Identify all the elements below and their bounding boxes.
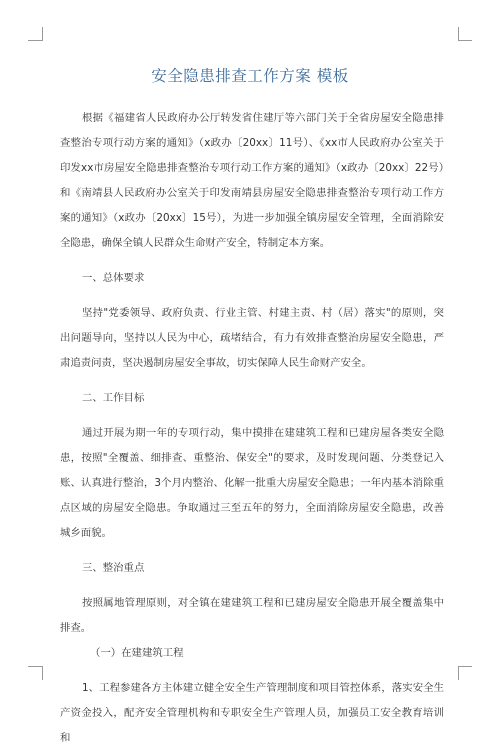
subsection1-heading: （一）在建建筑工程 — [90, 647, 184, 659]
section1-paragraph: 坚持"党委领导、政府负责、行业主管、村建主责、村（居）落实"的原则，突出问题导向，坚持以人民为中心，疏堵结合，有力有效排查整治房屋安全隐患，严肃追责问责，坚决遏制房屋安全事故，切实保障人民生命财产安全。 — [60, 307, 444, 369]
crop-mark-top-right-h — [458, 40, 472, 41]
section2-paragraph: 通过开展为期一年的专项行动，集中摸排在建建筑工程和已建房屋各类安全隐患，按照"全覆盖、细排查、重整治、保安全"的要求，及时发现问题、分类登记入账、认真进行整治，3个月内整治、化解一批重大房屋安全隐患；一年内基本消除重点区域的房屋安全隐患。争取通过三至五年的努力，全面消除房屋安全隐患，改善城乡面貌。 — [60, 427, 444, 539]
section3-paragraph: 按照属地管理原则，对全镇在建建筑工程和已建房屋安全隐患开展全覆盖集中排查。 — [60, 597, 444, 634]
section3-heading: 三、整治重点 — [82, 562, 145, 574]
section2-heading: 二、工作目标 — [82, 392, 145, 404]
subsection1-paragraph: 1、工程参建各方主体建立健全安全生产管理制度和项目管控体系，落实安全生产资金投入，配齐安全管理机构和专职安全生产管理人员，加强员工安全教育培训和 — [60, 682, 444, 744]
crop-mark-bottom-left-v — [42, 666, 43, 680]
crop-mark-top-left-h — [28, 40, 42, 41]
crop-mark-top-left-v — [42, 27, 43, 41]
document-title: 安全隐患排查工作方案 模板 — [151, 67, 349, 85]
section1-heading: 一、总体要求 — [82, 272, 145, 284]
document-body — [60, 106, 444, 751]
crop-mark-bottom-right-v — [458, 666, 459, 680]
intro-paragraph: 根据《福建省人民政府办公厅转发省住建厅等六部门关于全省房屋安全隐患排查整治专项行动方案的通知》（x政办〔20xx〕11号）、《xx市人民政府办公室关于印发xx市房屋安全隐患排查整治专项行动工作方案的通知》（x政办〔20xx〕22号）和《南靖县人民政府办公室关于印发南靖县房屋安全隐患排查整治专项行动工作方案的通知》（x政办〔20xx〕15号），为进一步加强全镇房屋安全管理，全面消除安全隐患，确保全镇人民群众生命财产安全，特制定本方案。 — [60, 112, 444, 249]
crop-mark-top-right-v — [458, 27, 459, 41]
crop-mark-bottom-right-h — [458, 666, 472, 667]
crop-mark-bottom-left-h — [28, 666, 42, 667]
